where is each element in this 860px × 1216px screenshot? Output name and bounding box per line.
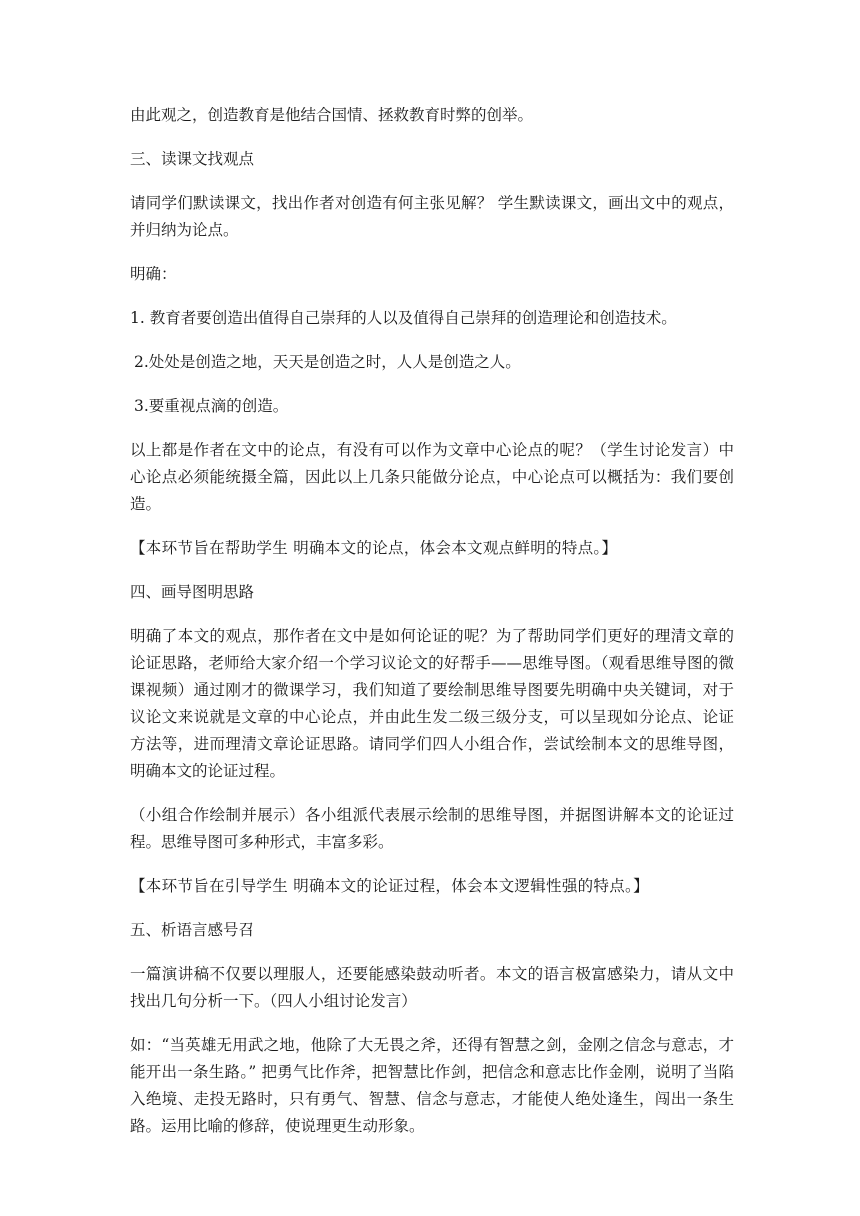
paragraph-clarify-label: 明确： (130, 265, 177, 283)
section-heading-5: 五、析语言感号召 (130, 921, 255, 939)
list-item-2: 2.处处是创造之地，天天是创造之时，人人是创造之人。 (134, 353, 521, 371)
list-item-1: 1. 教育者要创造出值得自己崇拜的人以及值得自己崇拜的创造理论和创造技术。 (130, 309, 677, 327)
paragraph-conclusion: 由此观之，创造教育是他结合国情、拯救教育时弊的创举。 (130, 106, 534, 124)
paragraph-mind-map: 明确了本文的观点，那作者在文中是如何论证的呢？为了帮助同学们更好的理清文章的论证思路，老师给大家介绍一个学习议论文的好帮手——思维导图。（观看思维导图的微课视频）通过刚才的微课学习，我们知道了要绘制思维导图要先明确中央关键词，对于议论文来说就是文章的中心论点，并由此生发二级三级分支，可以呈现如分论点、论证方法等，进而理清文章论证思路。请同学们四人小组合作，尝试绘制本文的思维导图，明确本文的论证过程。 (130, 627, 734, 780)
paragraph-group-work: （小组合作绘制并展示）各小组派代表展示绘制的思维导图，并据图讲解本文的论证过程。思维导图可多种形式，丰富多彩。 (130, 806, 734, 851)
list-item-3: 3.要重视点滴的创造。 (134, 397, 289, 415)
section-heading-4: 四、画导图明思路 (130, 583, 255, 601)
section-heading-3: 三、读课文找观点 (130, 150, 255, 168)
note-purpose-2: 【本环节旨在引导学生 明确本文的论证过程，体会本文逻辑性强的特点。】 (130, 877, 649, 895)
paragraph-task-read: 请同学们默读课文，找出作者对创造有何主张见解？ 学生默读课文，画出文中的观点，并归纳为论点。 (130, 194, 734, 239)
paragraph-language-task: 一篇演讲稿不仅要以理服人，还要能感染鼓动听者。本文的语言极富感染力，请从文中找出几句分析一下。（四人小组讨论发言） (130, 965, 734, 1010)
note-purpose-1: 【本环节旨在帮助学生 明确本文的论点，体会本文观点鲜明的特点。】 (130, 539, 618, 557)
paragraph-example: 如：“当英雄无用武之地，他除了大无畏之斧，还得有智慧之剑，金刚之信念与意志，才能开出一条生路。” 把勇气比作斧，把智慧比作剑，把信念和意志比作金刚，说明了当陷入绝境、走投无路时，只有勇气、智慧、信念与意志，才能使人绝处逢生，闯出一条生路。运用比喻的修辞，使说理更生动形象。 (130, 1036, 734, 1135)
paragraph-central-argument: 以上都是作者在文中的论点，有没有可以作为文章中心论点的呢？（学生讨论发言）中心论点必须能统摄全篇，因此以上几条只能做分论点，中心论点可以概括为：我们要创造。 (130, 441, 734, 513)
